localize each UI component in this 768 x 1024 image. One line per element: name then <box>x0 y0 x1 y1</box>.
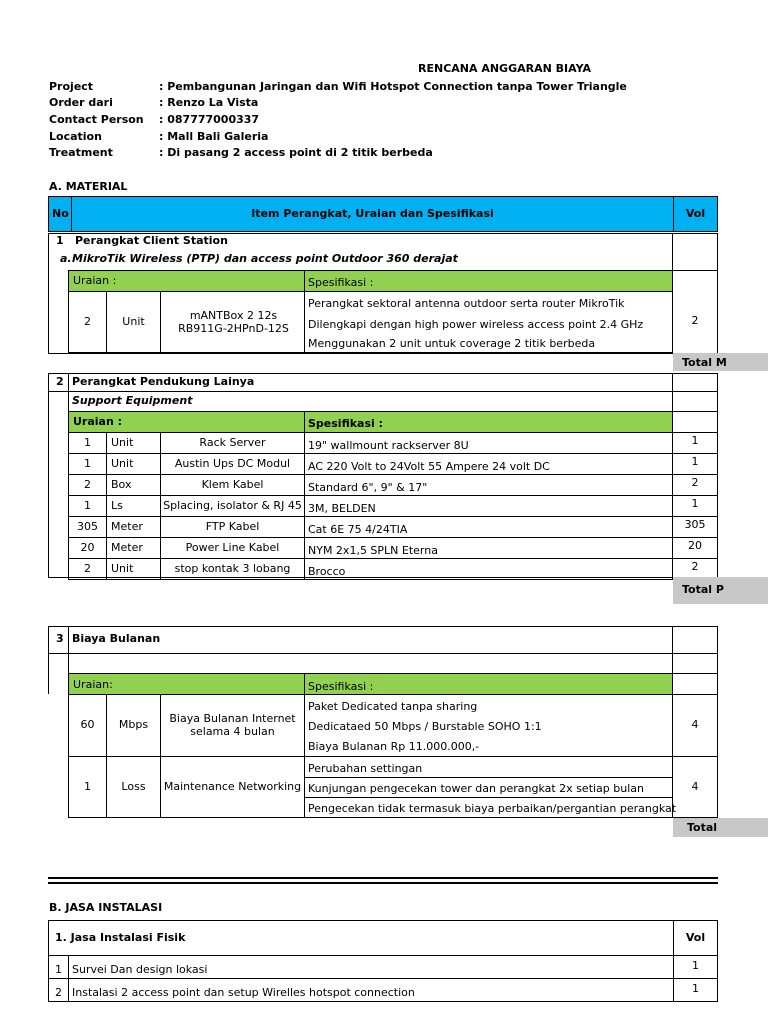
group2-qty-cell <box>68 558 107 580</box>
row-item: Survei Dan design lokasi <box>72 963 208 976</box>
vol-value: 1 <box>691 497 699 510</box>
uraian-label: Uraian: <box>73 678 113 691</box>
group2-spec-cell <box>304 537 673 559</box>
vol-value: 2 <box>691 560 699 573</box>
group1-sub-no: a. <box>60 252 72 265</box>
qty-value: 2 <box>84 562 91 575</box>
vol-value: 2 <box>691 476 699 489</box>
col-vol-label: Vol <box>685 207 706 220</box>
group2-name-cell <box>160 453 305 475</box>
group3-vol-cell <box>672 756 718 818</box>
qty-value: 1 <box>84 457 91 470</box>
group2-spec-cell <box>304 516 673 538</box>
spesifikasi-label: Spesifikasi : <box>308 680 374 693</box>
group2-qty-cell <box>68 537 107 559</box>
group3-qty-cell <box>68 694 107 757</box>
spec-line: Pengecekan tidak termasuk biaya perbaikan/pergantian perangkat <box>308 802 677 815</box>
qty-value: 1 <box>84 780 91 793</box>
group3-uraian-header <box>68 673 305 695</box>
group2-name-cell <box>160 558 305 580</box>
item-name: Maintenance Networking <box>163 780 302 793</box>
order-label: Order dari <box>49 96 113 109</box>
group2-unit-cell <box>106 537 161 559</box>
vol-value: 305 <box>684 518 706 531</box>
group2-name-cell <box>160 537 305 559</box>
spec-line: Dilengkapi dengan high power wireless access point 2.4 GHz <box>308 318 644 331</box>
group2-spec-cell <box>304 495 673 517</box>
item-name: stop kontak 3 lobang <box>174 562 291 575</box>
spec-value: Brocco <box>308 565 346 578</box>
item-name: Power Line Kabel <box>185 541 280 554</box>
section-b-title: B. JASA INSTALASI <box>49 901 163 914</box>
unit-value: Unit <box>111 562 134 575</box>
total-label: Total M <box>682 356 727 369</box>
unit-value: Loss <box>121 780 146 793</box>
section-divider <box>48 877 718 879</box>
order-value: : Renzo La Vista <box>159 96 259 109</box>
contact-label: Contact Person <box>49 113 144 126</box>
spec-line: Perangkat sektoral antenna outdoor serta router MikroTik <box>308 297 625 310</box>
spesifikasi-label: Spesifikasi : <box>308 417 384 430</box>
spec-line: Kunjungan pengecekan tower dan perangkat 2x setiap bulan <box>308 782 644 795</box>
spec-line: Biaya Bulanan Rp 11.000.000,- <box>308 740 480 753</box>
group2-spesifikasi-header <box>304 411 673 433</box>
group2-spec-cell <box>304 453 673 475</box>
group3-name-cell <box>160 756 305 818</box>
qty-value: 2 <box>84 315 91 328</box>
section-a-title: A. MATERIAL <box>49 180 128 193</box>
spec-value: Cat 6E 75 4/24TIA <box>308 523 408 536</box>
group2-spec-cell <box>304 474 673 496</box>
group1-uraian-header <box>68 270 305 292</box>
col-vol-header <box>673 196 718 232</box>
group1-sub-title: MikroTik Wireless (PTP) dan access point Outdoor 360 derajat <box>72 252 458 265</box>
vol-value: 20 <box>688 539 702 552</box>
group3-spesifikasi-header <box>304 673 673 695</box>
unit-value: Meter <box>111 520 143 533</box>
vol-value: 1 <box>691 434 699 447</box>
page-title: RENCANA ANGGARAN BIAYA <box>418 62 591 75</box>
group2-vol-cell <box>672 453 718 475</box>
group2-total-cell <box>673 577 768 604</box>
qty-value: 1 <box>84 499 91 512</box>
spec-value: AC 220 Volt to 24Volt 55 Ampere 24 volt DC <box>308 460 550 473</box>
group2-vol-cell <box>672 474 718 496</box>
group1-unit-cell <box>106 291 161 353</box>
item-name: mANTBox 2 12s RB911G-2HPnD-12S <box>178 309 289 335</box>
unit-value: Unit <box>111 436 134 449</box>
spec-value: 19" wallmount rackserver 8U <box>308 439 469 452</box>
group3-unit-cell <box>106 756 161 818</box>
qty-value: 305 <box>77 520 98 533</box>
row-no: 1 <box>55 963 62 976</box>
section-b-no-cell <box>48 978 69 1002</box>
row-no: 2 <box>55 986 62 999</box>
group2-spec-cell <box>304 558 673 580</box>
group2-unit-cell <box>106 516 161 538</box>
group2-name-cell <box>160 474 305 496</box>
section-divider <box>48 882 718 884</box>
col-item-header <box>71 196 674 232</box>
unit-value: Ls <box>111 499 123 512</box>
group1-spesifikasi-header <box>304 270 673 292</box>
location-label: Location <box>49 130 102 143</box>
group2-qty-cell <box>68 453 107 475</box>
col-item-label: Item Perangkat, Uraian dan Spesifikasi <box>251 207 494 220</box>
spec-line: Perubahan settingan <box>308 762 423 775</box>
uraian-label: Uraian : <box>73 274 117 287</box>
group2-vol-cell <box>672 432 718 454</box>
group2-unit-cell <box>106 432 161 454</box>
row-vol: 1 <box>692 982 699 995</box>
unit-value: Unit <box>122 315 145 328</box>
section-b-vol-header <box>673 920 718 956</box>
group1-name-cell <box>160 291 305 353</box>
vol-value: 1 <box>691 455 699 468</box>
spec-value: Standard 6", 9" & 17" <box>308 481 428 494</box>
group2-name-cell <box>160 495 305 517</box>
project-label: Project <box>49 80 94 93</box>
group3-no: 3 <box>56 632 64 645</box>
group2-unit-cell <box>106 558 161 580</box>
item-name: Austin Ups DC Modul <box>174 457 291 470</box>
group2-sub-title: Support Equipment <box>72 394 193 407</box>
group1-spec-cell <box>304 291 673 353</box>
spec-value: NYM 2x1,5 SPLN Eterna <box>308 544 438 557</box>
row-item: Instalasi 2 access point dan setup Wirelles hotspot connection <box>72 986 415 999</box>
vol-value: 4 <box>691 780 699 793</box>
location-value: : Mall Bali Galeria <box>159 130 269 143</box>
group3-unit-cell <box>106 694 161 757</box>
group3-spec-cell <box>304 756 673 778</box>
group2-uraian-header <box>68 411 305 433</box>
group1-qty-cell <box>68 291 107 353</box>
section-b-item-cell <box>68 955 674 979</box>
qty-value: 1 <box>84 436 91 449</box>
total-label: Total <box>687 821 718 834</box>
group3-title: Biaya Bulanan <box>72 632 161 645</box>
group1-no: 1 <box>56 234 64 247</box>
group3-spec-cell <box>304 797 677 818</box>
contact-value: : 087777000337 <box>159 113 260 126</box>
subheader-label: 1. Jasa Instalasi Fisik <box>55 931 186 944</box>
group2-name-cell <box>160 432 305 454</box>
qty-value: 2 <box>84 478 91 491</box>
col-no-header <box>48 196 72 232</box>
item-name: FTP Kabel <box>205 520 260 533</box>
vol-value: 4 <box>691 718 699 731</box>
group2-no: 2 <box>56 375 64 388</box>
group2-spec-cell <box>304 432 673 454</box>
group1-vol: 2 <box>691 314 699 327</box>
qty-value: 20 <box>80 541 95 554</box>
group2-name-cell <box>160 516 305 538</box>
project-value: : Pembangunan Jaringan dan Wifi Hotspot Connection tanpa Tower Triangle <box>159 80 627 93</box>
group3-vol-cell <box>672 694 718 757</box>
unit-value: Unit <box>111 457 134 470</box>
group3-name-cell <box>160 694 305 757</box>
group3-spec-cell <box>304 777 673 798</box>
treatment-value: : Di pasang 2 access point di 2 titik berbeda <box>159 146 433 159</box>
section-b-vol-cell <box>673 955 718 979</box>
group2-title: Perangkat Pendukung Lainya <box>72 375 255 388</box>
treatment-label: Treatment <box>49 146 113 159</box>
total-label: Total P <box>682 583 724 596</box>
group2-vol-cell <box>672 495 718 517</box>
section-b-subheader <box>48 920 674 956</box>
section-b-item-cell <box>68 978 674 1002</box>
spec-value: 3M, BELDEN <box>308 502 376 515</box>
group3-qty-cell <box>68 756 107 818</box>
unit-value: Box <box>111 478 132 491</box>
section-b-vol-cell <box>673 978 718 1002</box>
qty-value: 60 <box>80 718 95 731</box>
group1-title: Perangkat Client Station <box>75 234 228 247</box>
group2-qty-cell <box>68 474 107 496</box>
group3-spec-cell <box>304 694 673 757</box>
item-name: Biaya Bulanan Internet selama 4 bulan <box>169 712 296 738</box>
section-b-no-cell <box>48 955 69 979</box>
unit-value: Meter <box>111 541 143 554</box>
group2-vol-cell <box>672 516 718 538</box>
group1-total-cell <box>673 353 768 371</box>
uraian-label: Uraian : <box>73 415 123 428</box>
col-no-label: No <box>52 207 69 220</box>
vol-label: Vol <box>685 931 706 944</box>
item-name: Splacing, isolator & RJ 45 <box>163 499 302 512</box>
unit-value: Mbps <box>118 718 149 731</box>
spec-line: Paket Dedicated tanpa sharing <box>308 700 478 713</box>
spec-line: Dedicataed 50 Mbps / Burstable SOHO 1:1 <box>308 720 542 733</box>
group2-qty-cell <box>68 495 107 517</box>
group2-vol-cell <box>672 537 718 559</box>
item-name: Klem Kabel <box>201 478 264 491</box>
spec-line: Menggunakan 2 unit untuk coverage 2 titik berbeda <box>308 337 596 350</box>
row-vol: 1 <box>692 959 699 972</box>
spesifikasi-label: Spesifikasi : <box>308 276 374 289</box>
group2-unit-cell <box>106 474 161 496</box>
item-name: Rack Server <box>199 436 266 449</box>
group2-unit-cell <box>106 495 161 517</box>
group2-qty-cell <box>68 432 107 454</box>
group3-total-cell <box>673 818 768 837</box>
group2-unit-cell <box>106 453 161 475</box>
group2-qty-cell <box>68 516 107 538</box>
